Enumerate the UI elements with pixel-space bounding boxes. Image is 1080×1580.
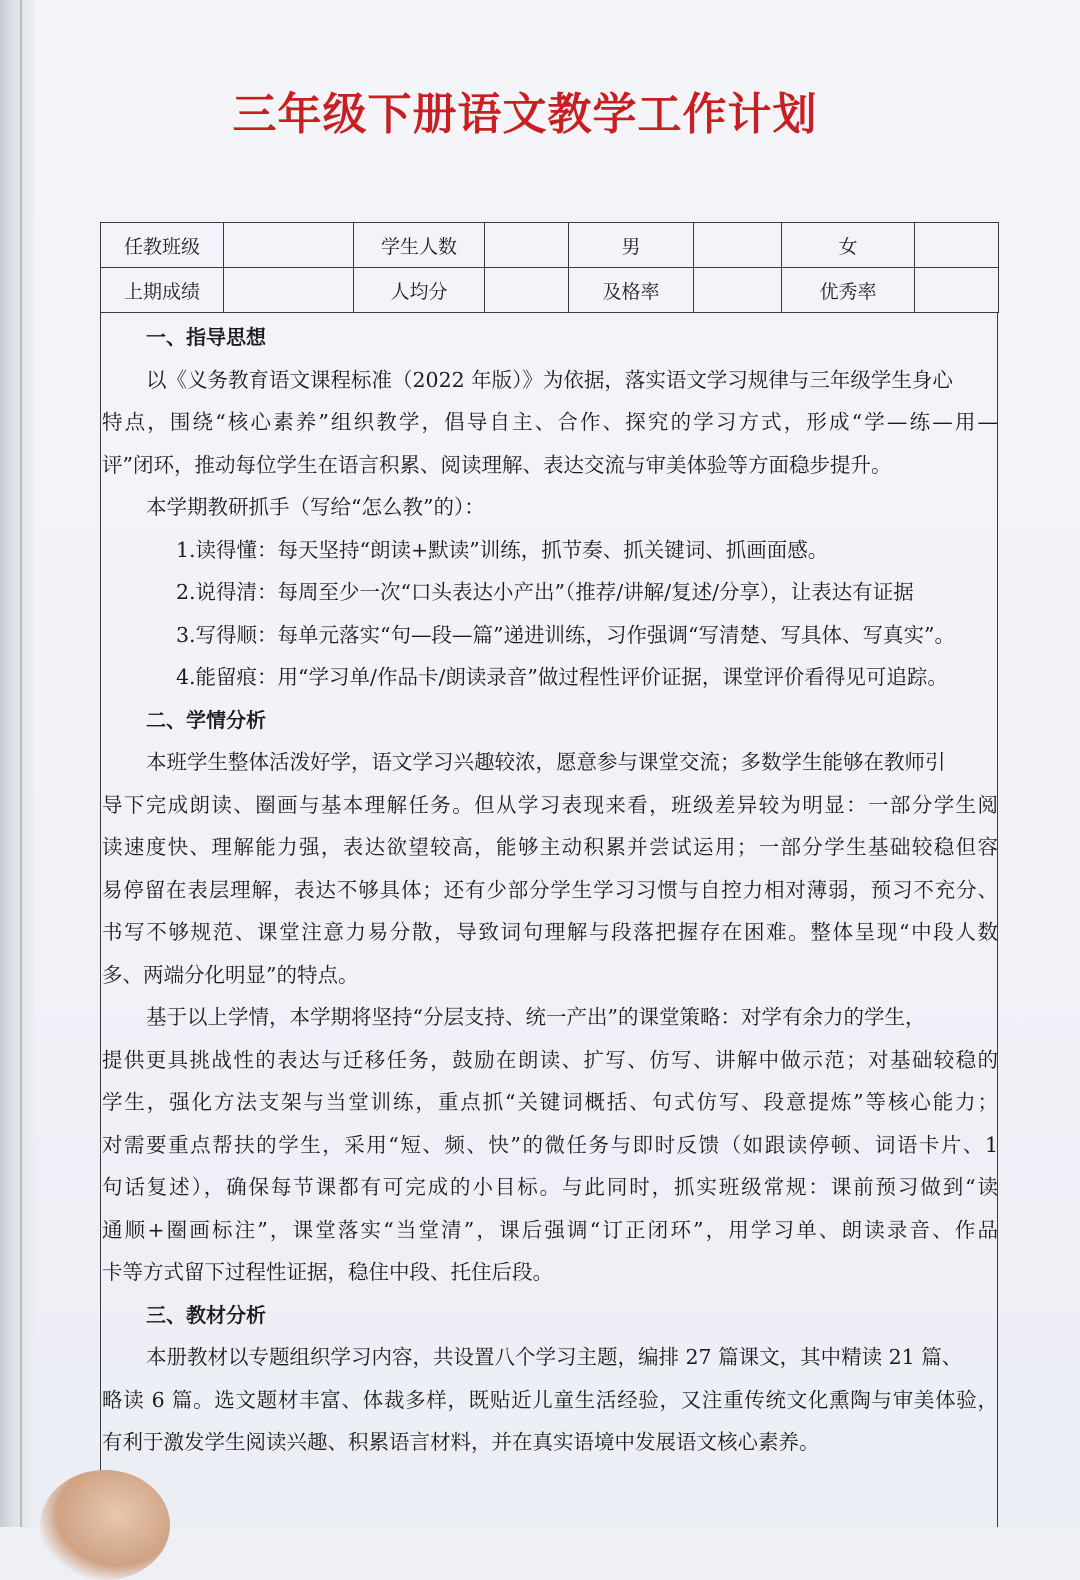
text-line: 学生，强化方法支架与当堂训练，重点抓“关键词概括、句式仿写、段意提炼”等核心能力； — [102, 1090, 998, 1114]
binder-edge — [0, 0, 34, 1527]
label-pass-rate: 及格率 — [569, 268, 694, 313]
list-item: 2.说得清：每周至少一次“口头表达小产出”（推荐/讲解/复述/分享），让表达有证据 — [176, 580, 914, 604]
section-heading: 三、教材分析 — [146, 1302, 266, 1327]
text-line: 略读 6 篇。选文题材丰富、体裁多样，既贴近儿童生活经验，又注重传统文化熏陶与审美体验， — [102, 1387, 998, 1412]
text-line: 易停留在表层理解，表达不够具体；还有少部分学生学习习惯与自控力相对薄弱，预习不充分、 — [102, 877, 998, 902]
value-excellent-rate — [915, 268, 999, 313]
text-line: 基于以上学情，本学期将坚持“分层支持、统一产出”的课堂策略：对学有余力的学生， — [146, 1005, 926, 1029]
text-line: 特点，围绕“核心素养”组织教学，倡导自主、合作、探究的学习方式，形成“学—练—用— — [102, 410, 998, 434]
label-last-term: 上期成绩 — [101, 268, 224, 313]
text-line: 书写不够规范、课堂注意力易分散，导致词句理解与段落把握存在困难。整体呈现“中段人数 — [102, 920, 998, 944]
finger-shadow — [40, 1470, 170, 1580]
text-line: 评”闭环，推动每位学生在语言积累、阅读理解、表达交流与审美体验等方面稳步提升。 — [102, 452, 892, 477]
label-class: 任教班级 — [101, 223, 224, 268]
text-line: 句话复述），确保每节课都有可完成的小目标。与此同时，抓实班级常规：课前预习做到“读 — [102, 1175, 998, 1199]
class-info-table — [100, 222, 999, 313]
table-row — [101, 268, 999, 313]
text-line: 对需要重点帮扶的学生，采用“短、频、快”的微任务与即时反馈（如跟读停顿、词语卡片、1 — [102, 1132, 998, 1157]
text-line: 提供更具挑战性的表达与迁移任务，鼓励在朗读、扩写、仿写、讲解中做示范；对基础较稳的 — [102, 1047, 998, 1072]
value-student-count — [485, 223, 569, 268]
section-heading: 二、学情分析 — [146, 707, 266, 732]
value-female — [915, 223, 999, 268]
value-average — [485, 268, 569, 313]
document-title: 三年级下册语文教学工作计划 — [232, 89, 818, 140]
label-female: 女 — [782, 223, 915, 268]
text-line: 以《义务教育语文课程标准（2022 年版）》为依据，落实语文学习规律与三年级学生身心 — [146, 367, 953, 392]
text-line: 导下完成朗读、圈画与基本理解任务。但从学习表现来看，班级差异较为明显：一部分学生阅 — [102, 792, 998, 817]
label-male: 男 — [569, 223, 694, 268]
value-pass-rate — [694, 268, 782, 313]
label-excellent-rate: 优秀率 — [782, 268, 915, 313]
text-line: 多、两端分化明显”的特点。 — [102, 962, 359, 987]
text-line: 本班学生整体活泼好学，语文学习兴趣较浓，愿意参与课堂交流；多数学生能够在教师引 — [146, 750, 946, 774]
section-heading: 一、指导思想 — [146, 325, 266, 349]
value-last-term — [224, 268, 354, 313]
list-item: 3.写得顺：每单元落实“句—段—篇”递进训练，习作强调“写清楚、写具体、写真实”。 — [176, 622, 955, 647]
list-item: 4.能留痕：用“学习单/作品卡/朗读录音”做过程性评价证据，课堂评价看得见可追踪。 — [176, 665, 948, 689]
table-row — [101, 223, 999, 268]
text-line: 本册教材以专题组织学习内容，共设置八个学习主题，编排 27 篇课文，其中精读 21 篇、 — [146, 1345, 963, 1369]
list-item: 1.读得懂：每天坚持“朗读+默读”训练，抓节奏、抓关键词、抓画面感。 — [176, 537, 829, 562]
label-student-count: 学生人数 — [354, 223, 485, 268]
text-line: 本学期教研抓手（写给“怎么教”的）： — [146, 495, 485, 519]
text-line: 卡等方式留下过程性证据，稳住中段、托住后段。 — [102, 1260, 553, 1284]
text-line: 有利于激发学生阅读兴趣、积累语言材料，并在真实语境中发展语文核心素养。 — [102, 1430, 820, 1454]
text-line: 通顺+圈画标注”，课堂落实“当堂清”，课后强调“订正闭环”，用学习单、朗读录音、作品 — [102, 1217, 998, 1242]
label-average: 人均分 — [354, 268, 485, 313]
text-line: 读速度快、理解能力强，表达欲望较高，能够主动积累并尝试运用；一部分学生基础较稳但容 — [102, 835, 998, 859]
plan-body — [102, 316, 998, 1464]
value-male — [694, 223, 782, 268]
value-class — [224, 223, 354, 268]
binder-line — [20, 0, 22, 1527]
